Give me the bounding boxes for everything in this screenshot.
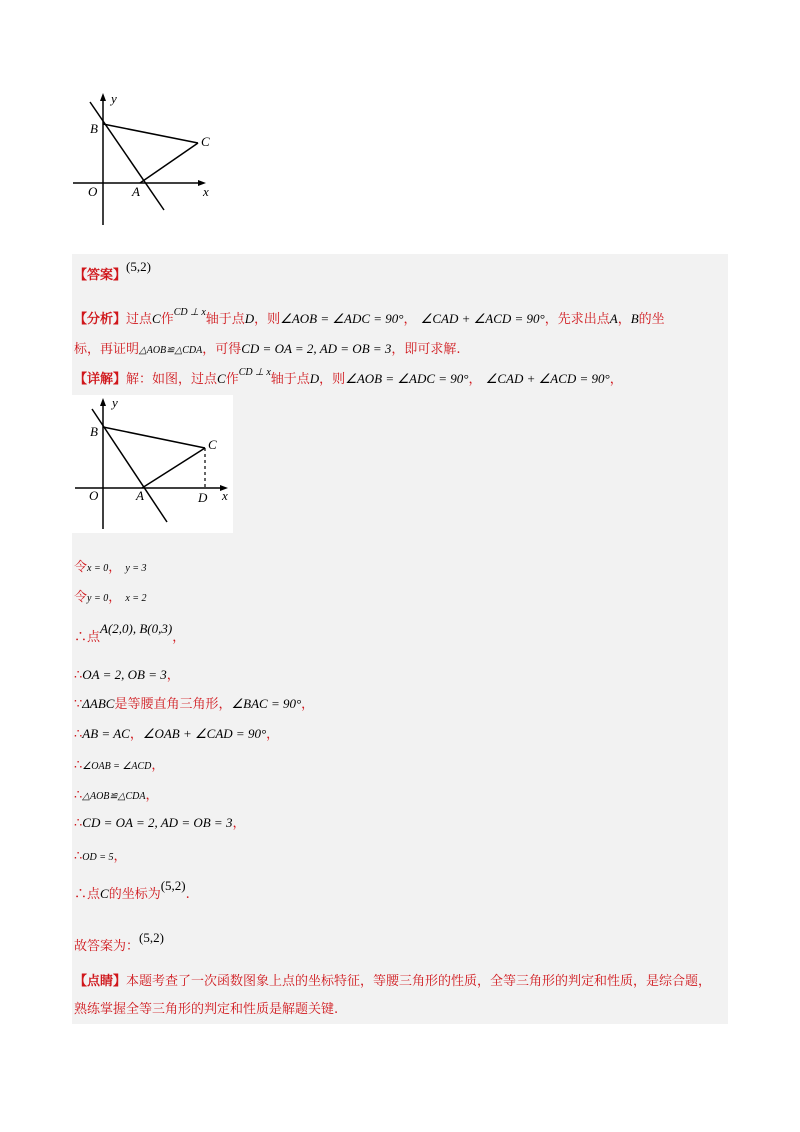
step-text: ∴点 (74, 630, 101, 645)
step-10 (74, 845, 127, 864)
comment-text: 本题考查了一次函数图象上点的坐标特征，等腰三角形的性质，全等三角形的判定和性质，是综合题，熟练掌握全等三角形的判定和性质是解题关键. (74, 974, 712, 1017)
step-math: y = 0 (87, 593, 109, 604)
detail-tag: 【详解】 (74, 372, 127, 387)
step-text: ， (172, 630, 186, 645)
step-math: AB = AC (82, 726, 130, 741)
label-O: O (88, 184, 98, 199)
analysis-text: ，先求出点 (544, 312, 610, 327)
analysis-text: 轴于点 (205, 312, 245, 327)
step-text: ， (113, 849, 127, 864)
comment-paragraph (74, 968, 724, 1024)
step-math: OD = 5 (82, 852, 114, 863)
step-math: △AOB≌△CDA (82, 791, 146, 802)
label-x: x (203, 184, 209, 199)
step-math: (5,2) (160, 878, 186, 893)
analysis-text: ，则 (254, 312, 281, 327)
coordinate-figure-solution (72, 395, 233, 533)
analysis-point-a: A (609, 311, 618, 326)
detail-line-1 (74, 368, 623, 387)
step-text: ， (166, 668, 180, 683)
step-math: y = 3 (125, 563, 147, 574)
detail-text: 解：如图，过点 (126, 372, 218, 387)
step-math: ∠OAB = ∠ACD (82, 761, 152, 772)
coordinate-figure-top (70, 90, 220, 230)
step-point-c: C (100, 886, 109, 901)
detail-point-c: C (217, 371, 226, 386)
label-A: A (136, 488, 144, 503)
step-text: ， (108, 560, 122, 575)
step-1 (74, 556, 147, 575)
analysis-congruence: △AOB≌△CDA (139, 345, 203, 356)
analysis-text: 标，再证明 (74, 342, 140, 357)
analysis-eq3: CD = OA = 2, AD = OB = 3 (241, 341, 392, 356)
label-B: B (90, 121, 98, 136)
step-math: OA = 2, OB = 3 (82, 667, 167, 682)
step-text: 故答案为： (74, 939, 140, 954)
label-y: y (111, 91, 117, 106)
step-math: (5,2) (139, 930, 164, 945)
step-9 (74, 812, 245, 831)
analysis-text: ，即可求解. (391, 342, 461, 357)
analysis-text: ， (403, 312, 417, 327)
detail-text: ，则 (319, 372, 346, 387)
detail-text: 作 (225, 372, 239, 387)
analysis-line-2 (74, 338, 461, 357)
step-math: CD = OA = 2, AD = OB = 3 (82, 815, 233, 830)
label-D: D (198, 490, 208, 505)
step-text: ， (266, 727, 280, 742)
analysis-text: 的坐 (638, 312, 665, 327)
label-x: x (222, 488, 228, 503)
analysis-text: ，可得 (202, 342, 242, 357)
step-5 (74, 693, 314, 712)
label-B: B (90, 424, 98, 439)
detail-point-d: D (309, 371, 320, 386)
step-text: ， (301, 697, 315, 712)
step-text: 是等腰直角三角形， (114, 697, 232, 712)
step-math: ΔABC (82, 696, 115, 711)
detail-eq2: ∠CAD + ∠ACD = 90° (485, 371, 610, 386)
detail-cond: CD ⊥ x (238, 367, 271, 378)
step-text: 令 (74, 560, 88, 575)
step-text: 的坐标为 (108, 887, 161, 902)
analysis-eq1: ∠AOB = ∠ADC = 90° (280, 311, 404, 326)
line-AB (90, 102, 164, 210)
step-4 (74, 664, 180, 683)
label-O: O (89, 488, 99, 503)
step-3 (74, 621, 186, 645)
step-text: ， (232, 816, 246, 831)
step-8 (74, 784, 159, 803)
analysis-line-1 (74, 308, 665, 327)
step-text: ∴ (74, 849, 83, 864)
step-text: . (185, 887, 190, 902)
detail-text: ， (468, 372, 482, 387)
detail-text: ， (609, 372, 623, 387)
step-2 (74, 586, 147, 605)
step-text: ∵ (74, 697, 83, 712)
answer-value: (5,2) (126, 259, 151, 274)
analysis-point-b: B (630, 311, 639, 326)
step-11 (74, 878, 190, 902)
step-text: ∴ (74, 816, 83, 831)
step-text: ∴ (74, 758, 83, 773)
answer-tag: 【答案】 (74, 268, 127, 283)
analysis-text: ， (617, 312, 631, 327)
label-C: C (208, 437, 217, 452)
analysis-point-d: D (244, 311, 255, 326)
step-text: ， (129, 727, 143, 742)
step-text: ∴ (74, 788, 83, 803)
analysis-tag: 【分析】 (74, 312, 127, 327)
step-text: ， (108, 590, 122, 605)
detail-text: 轴于点 (270, 372, 310, 387)
step-text: ， (145, 788, 159, 803)
step-6 (74, 723, 279, 742)
analysis-eq2: ∠CAD + ∠ACD = 90° (420, 311, 545, 326)
step-text: 令 (74, 590, 88, 605)
analysis-text: 过点 (126, 312, 153, 327)
label-y: y (112, 395, 118, 410)
segment-AC (140, 143, 198, 183)
step-math: ∠BAC = 90° (231, 696, 302, 711)
step-math: x = 2 (125, 593, 147, 604)
label-C: C (201, 134, 210, 149)
answer-line (74, 259, 151, 283)
analysis-point-c: C (152, 311, 161, 326)
analysis-cond: CD ⊥ x (173, 307, 206, 318)
step-text: ∴ (74, 727, 83, 742)
step-7 (74, 754, 164, 773)
step-text: ∴ (74, 668, 83, 683)
detail-eq1: ∠AOB = ∠ADC = 90° (345, 371, 469, 386)
analysis-text: 作 (160, 312, 174, 327)
step-math: ∠OAB + ∠CAD = 90° (142, 726, 267, 741)
step-math: x = 0 (87, 563, 109, 574)
segment-BC (103, 124, 198, 143)
label-A: A (132, 184, 140, 199)
step-text: ， (151, 758, 165, 773)
y-axis-arrow (100, 93, 106, 101)
step-math: A(2,0), B(0,3) (100, 621, 173, 636)
step-text: ∴点 (74, 887, 101, 902)
step-12 (74, 930, 164, 954)
comment-tag: 【点睛】 (74, 974, 127, 989)
